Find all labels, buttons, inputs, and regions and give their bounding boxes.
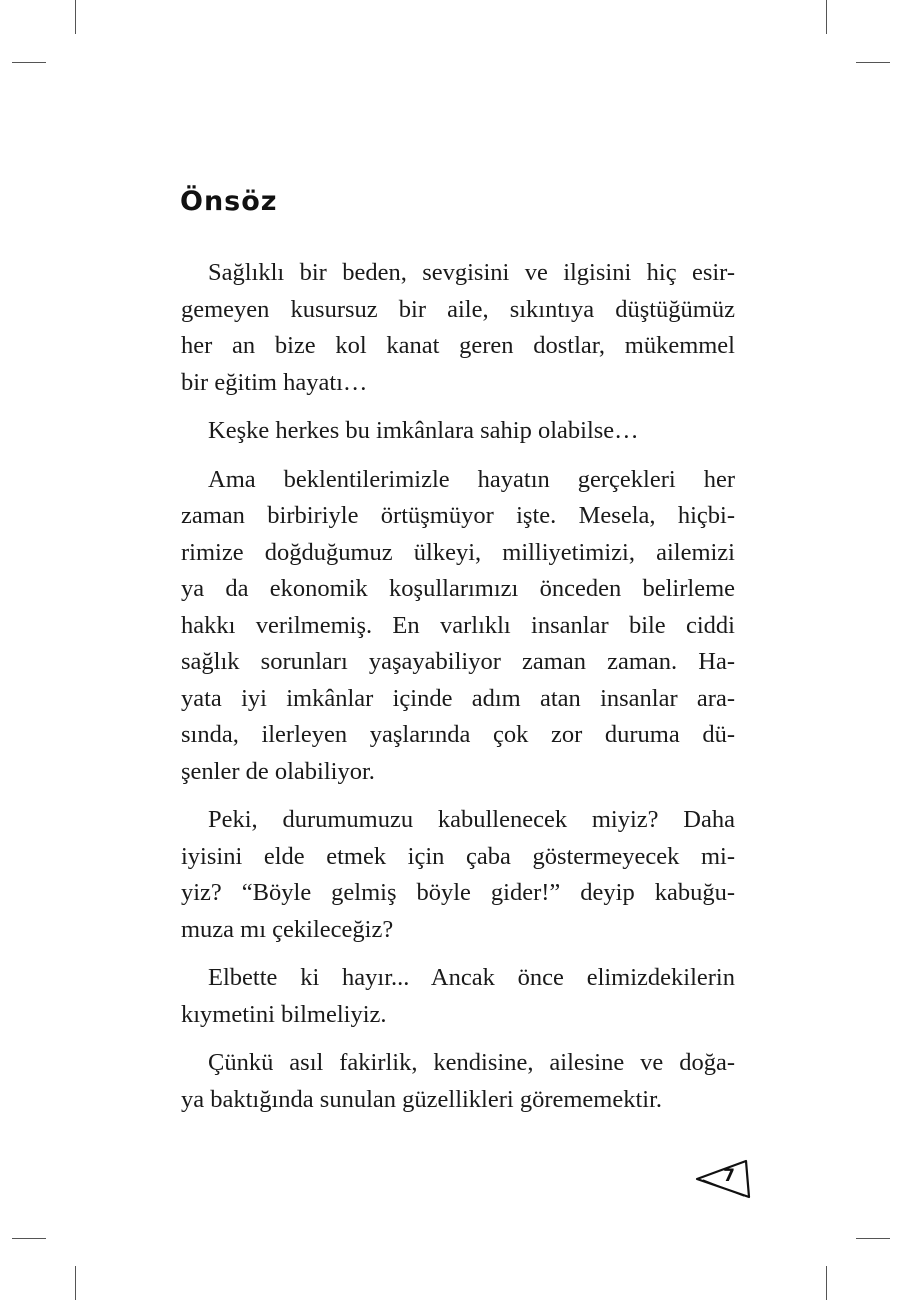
crop-mark-left-lower [12, 1238, 46, 1239]
page-heading: Önsöz [180, 186, 278, 217]
crop-mark-bottom-left [75, 1266, 76, 1300]
text-line: ya baktığında sunulan güzellikleri görememektir. [181, 1085, 663, 1113]
text-line: Çünkü asıl fakirlik, kendisine, ailesine ve doğa- [208, 1049, 735, 1076]
paragraph [181, 960, 735, 1033]
page-number-badge [694, 1155, 752, 1201]
text-line: kıymetini bilmeliyiz. [181, 1000, 387, 1028]
text-line: sında, ilerleyen yaşlarında çok zor duruma dü- [181, 721, 735, 748]
crop-mark-right-upper [856, 62, 890, 63]
crop-mark-right-lower [856, 1238, 890, 1239]
crop-mark-left-upper [12, 62, 46, 63]
text-line: iyisini elde etmek için çaba göstermeyecek mi- [181, 842, 735, 870]
text-line: sağlık sorunları yaşayabiliyor zaman zaman. Ha- [181, 648, 735, 675]
text-line: rimize doğduğumuz ülkeyi, milliyetimizi, ailemizi [181, 538, 735, 566]
text-line: hakkı verilmemiş. En varlıklı insanlar bile ciddi [181, 611, 735, 639]
text-line: ya da ekonomik koşullarımızı önceden belirleme [181, 575, 735, 602]
paragraph [181, 413, 735, 450]
paragraph [181, 1045, 735, 1118]
body-text [181, 255, 735, 1130]
text-line: Ama beklentilerimizle hayatın gerçekleri her [208, 465, 735, 493]
text-line: gemeyen kusursuz bir aile, sıkıntıya düştüğümüz [181, 295, 735, 323]
text-line: zaman birbiriyle örtüşmüyor işte. Mesela, hiçbi- [181, 502, 735, 529]
text-line: Sağlıklı bir beden, sevgisini ve ilgisini hiç esir- [208, 259, 735, 286]
page-number: 7 [723, 1166, 735, 1186]
text-line: Elbette ki hayır... Ancak önce elimizdekilerin [208, 964, 735, 991]
text-line: yiz? “Böyle gelmiş böyle gider!” deyip kabuğu- [181, 879, 735, 906]
text-line: Keşke herkes bu imkânlara sahip olabilse… [208, 417, 639, 444]
paragraph [181, 255, 735, 401]
text-line: bir eğitim hayatı… [181, 368, 368, 396]
paragraph [181, 802, 735, 948]
crop-mark-top-right [826, 0, 827, 34]
text-line: her an bize kol kanat geren dostlar, mükemmel [181, 332, 735, 359]
crop-mark-top-left [75, 0, 76, 34]
text-line: Peki, durumumuzu kabullenecek miyiz? Daha [208, 806, 735, 833]
text-line: muza mı çekileceğiz? [181, 915, 394, 943]
text-line: şenler de olabiliyor. [181, 757, 375, 785]
paragraph [181, 462, 735, 791]
text-line: yata iyi imkânlar içinde adım atan insanlar ara- [181, 684, 735, 712]
crop-mark-bottom-right [826, 1266, 827, 1300]
